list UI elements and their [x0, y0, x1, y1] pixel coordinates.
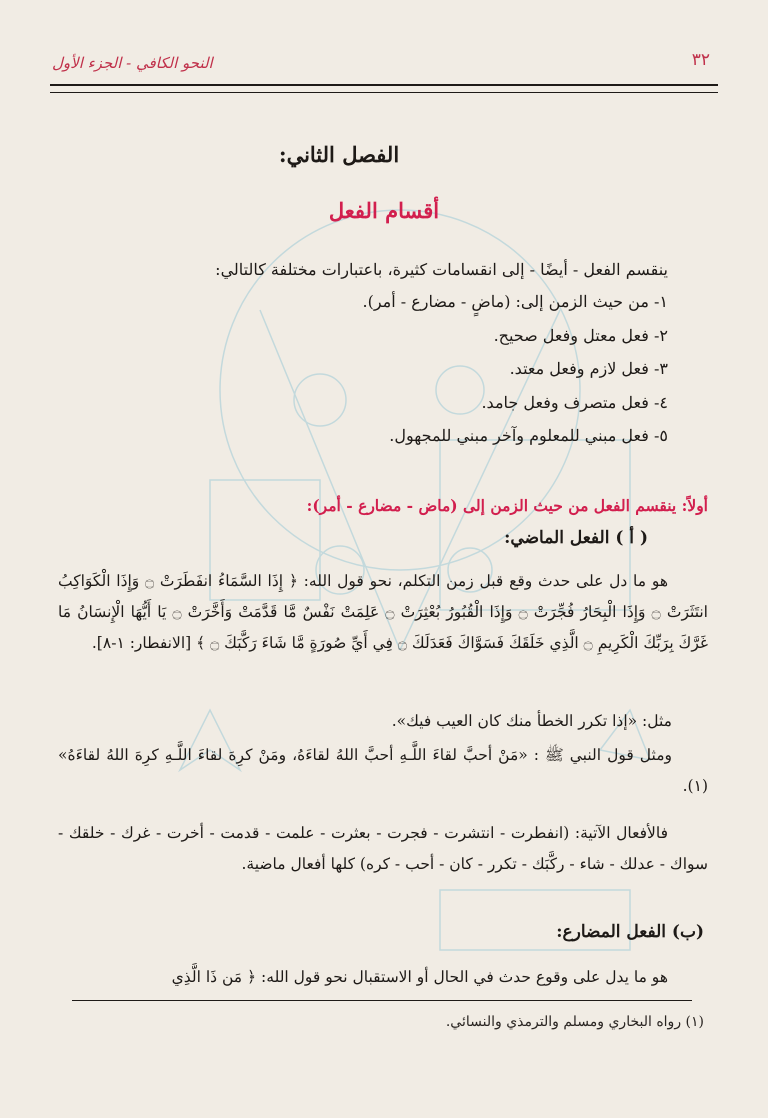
list-item: ١- من حيث الزمن إلى: (ماضٍ - مضارع - أمر). [362, 292, 668, 311]
header-rule [50, 84, 718, 93]
footnote: (١) رواه البخاري ومسلم والترمذي والنسائي. [445, 1014, 704, 1030]
divisions-list [362, 290, 668, 458]
past-tense-label: ( أ ) الفعل الماضي: [504, 528, 648, 548]
running-title: النحو الكافي - الجزء الأول [52, 54, 213, 72]
section-title: أقسام الفعل [328, 198, 440, 223]
past-verbs-summary: فالأفعال الآتية: (انفطرت - انتشرت - فجرت - بعثرت - علمت - قدمت - أخرت - غرك - خلقك - سواك - عدلك - شاء - ركَّبَك - تكرر - كان - أحب - كره) كلها أفعال ماضية. [58, 824, 708, 873]
list-item: ٢- فعل معتل وفعل صحيح. [493, 325, 668, 345]
present-tense-label: (ب) الفعل المضارع: [556, 922, 704, 942]
list-item: ٣- فعل لازم وفعل معتد. [509, 359, 668, 378]
proverb-example: مثل: «إذا تكرر الخطأ منك كان العيب فيك». [391, 712, 672, 730]
chapter-title: الفصل الثاني: [278, 142, 400, 167]
page-header [50, 40, 718, 80]
list-item: ٥- فعل مبني للمعلوم وآخر مبني للمجهول. [389, 426, 668, 445]
first-division-heading: أولاً: ينقسم الفعل من حيث الزمن إلى (ماض - مضارع - أمر): [306, 496, 708, 515]
page-number: ٣٢ [691, 50, 710, 70]
footnote-rule [72, 1000, 692, 1001]
list-item: ٤- فعل متصرف وفعل جامد. [481, 392, 668, 412]
intro-paragraph: ينقسم الفعل - أيضًا - إلى انقسامات كثيرة، باعتبارات مختلفة كالتالي: [215, 260, 668, 279]
hadith-example: ومثل قول النبي ﷺ : «مَنْ أحبَّ لقاءَ اللَّـهِ أحبَّ اللهُ لقاءَهُ، ومَنْ كرِهَ لقاءَ اللَّـهِ كرِهَ اللهُ لقاءَهُ» (١). [58, 746, 708, 795]
present-tense-definition: هو ما يدل على وقوع حدث في الحال أو الاستقبال نحو قول الله: ﴿ مَن ذَا الَّذِي [171, 968, 668, 986]
past-tense-definition: هو ما دل على حدث وقع قبل زمن التكلم، نحو قول الله: ﴿ إِذَا السَّمَاءُ انفَطَرَتْ ۝ وَإِذَا الْكَوَاكِبُ انتَثَرَتْ ۝ وَإِذَا الْبِحَارُ فُجِّرَتْ ۝ وَإِذَا الْقُبُورُ بُعْثِرَتْ ۝ عَلِمَتْ نَفْسٌ مَّا قَدَّمَتْ وَأَخَّرَتْ ۝ يَا أَيُّهَا الْإِنسَانُ مَا غَرَّكَ بِرَبِّكَ الْكَرِيمِ ۝ الَّذِي خَلَقَكَ فَسَوَّاكَ فَعَدَلَكَ ۝ فِي أَيِّ صُورَةٍ مَّا شَاءَ رَكَّبَكَ ۝ ﴾ [الانفطار: ١-٨]. [58, 572, 708, 652]
